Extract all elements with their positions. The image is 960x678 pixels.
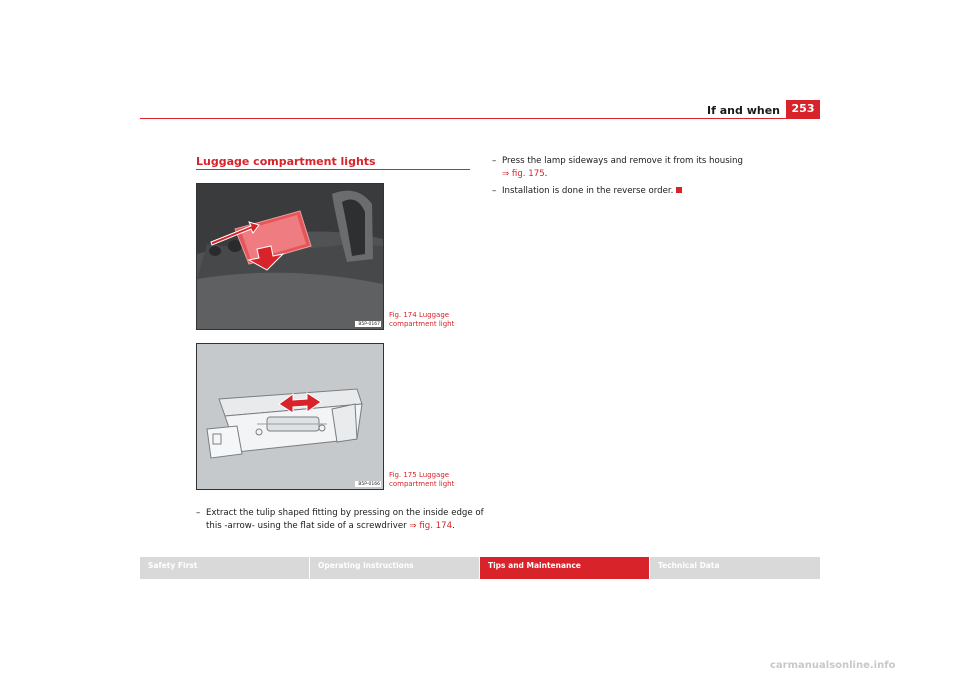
page-number: 253 — [786, 100, 820, 118]
figure-175-caption: Fig. 175 Luggage compartment light — [389, 471, 455, 488]
step-3-dash: – — [492, 186, 497, 196]
step-3-text: Installation is done in the reverse order. — [502, 186, 674, 196]
step-2 — [492, 155, 752, 181]
figure-174-caption: Fig. 174 Luggage compartment light — [389, 311, 455, 328]
footer-tab-label: Safety First — [148, 561, 198, 570]
step-1 — [196, 507, 486, 533]
step-2-fig-link[interactable]: ⇒ fig. 175 — [502, 169, 545, 179]
end-of-section-marker — [676, 187, 682, 193]
figure-175-code: B5P-0166 — [358, 482, 380, 487]
watermark: carmanualsonline.info — [770, 660, 896, 671]
step-2-text: Press the lamp sideways and remove it from its housing — [502, 156, 743, 166]
step-1-fig-link[interactable]: ⇒ fig. 174 — [409, 521, 453, 531]
running-header-title: If and when — [707, 104, 780, 117]
header-rule — [140, 118, 820, 119]
footer-tab-label: Tips and Maintenance — [488, 561, 581, 570]
footer-tab-label: Operating instructions — [318, 561, 414, 570]
footer-tab-operating-instructions[interactable] — [310, 557, 479, 579]
step-1-tail: . — [452, 521, 455, 531]
step-1-dash: – — [196, 508, 201, 518]
section-title: Luggage compartment lights — [196, 155, 376, 168]
step-2-tail: . — [544, 169, 548, 179]
step-3 — [492, 185, 752, 198]
step-1-text: Extract the tulip shaped fitting by pressing on the inside edge of this -arrow- using the flat side of a screwdriver — [206, 508, 484, 531]
figure-174-code: B5P-0167 — [358, 322, 380, 327]
footer-tab-label: Technical Data — [658, 561, 720, 570]
step-2-dash: – — [492, 156, 497, 166]
figure-174-image — [196, 183, 384, 330]
footer-tab-safety-first[interactable] — [140, 557, 309, 579]
footer-tab-tips-and-maintenance[interactable] — [480, 557, 649, 579]
footer-tab-technical-data[interactable] — [650, 557, 820, 579]
figure-175-image — [196, 343, 384, 490]
section-rule — [196, 169, 470, 170]
